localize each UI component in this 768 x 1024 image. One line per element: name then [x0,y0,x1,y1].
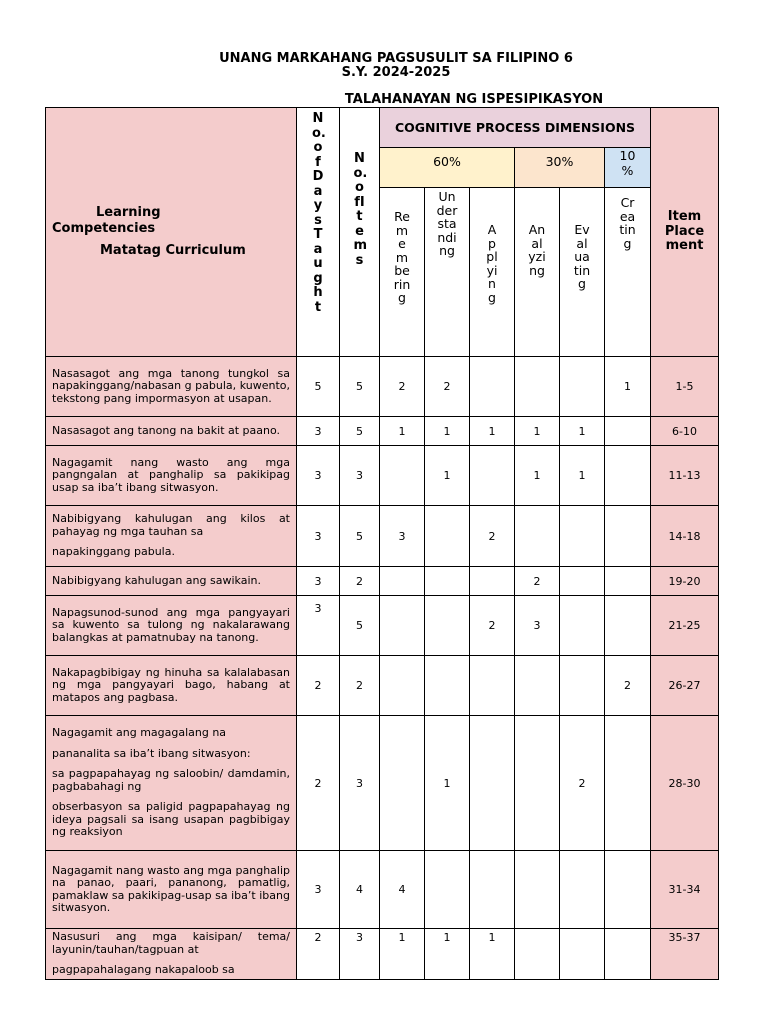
ana-cell: 3 [515,596,560,656]
days-cell: 5 [297,357,340,417]
eva-cell [560,506,605,567]
rem-cell [380,596,425,656]
competency-text: Nakapagbibigay ng hinuha sa kalalabasan ng mga pangyayari bago, habang at matapos ang pagbasa. [52,665,290,704]
ana-cell [515,716,560,851]
remembering-header: Remembering [380,188,425,357]
eva-cell [560,851,605,929]
applying-header: Applying [470,188,515,357]
competency-text: sa pagpapahayag ng saloobin/ damdamin, pagbabahagi ng [52,767,290,793]
app-cell [470,357,515,417]
competency-cell [46,716,297,851]
table-row [46,656,719,716]
table-row [46,446,719,506]
item-placement-cell: 1-5 [651,357,719,417]
days-header: No.ofDaysTaught [297,108,340,357]
competency-text: Nasasagot ang mga tanong tungkol sa napakinggang/nabasan g pabula, kuwento, tekstong pang impormasyon at usapan. [52,366,290,405]
analyzing-header: Analyzing [515,188,560,357]
competency-text: Nagagamit nang wasto ang mga panghalip na panao, paari, pananong, pamatlig, pamaklaw sa pakikipag-usap sa iba’t ibang sitwasyon. [52,863,290,914]
item-placement-cell: 31-34 [651,851,719,929]
header-learning: Learning [96,205,161,221]
table-row [46,851,719,929]
und-cell: 1 [425,716,470,851]
days-cell: 2 [297,656,340,716]
ana-cell [515,506,560,567]
eva-cell: 2 [560,716,605,851]
competency-cell [46,567,297,596]
und-cell [425,506,470,567]
competency-cell [46,656,297,716]
eva-cell: 1 [560,446,605,506]
item-placement-cell: 6-10 [651,417,719,446]
evaluating-header: Evaluating [560,188,605,357]
competency-text: Nabibigyang kahulugan ang sawikain. [52,573,261,587]
cre-cell: 2 [605,656,651,716]
placement-header: Item Placement [651,108,719,357]
competency-cell [46,596,297,656]
rem-cell [380,446,425,506]
rem-cell: 1 [380,417,425,446]
item-placement-cell: 19-20 [651,567,719,596]
table-row [46,716,719,851]
ana-cell: 1 [515,446,560,506]
app-cell: 1 [470,929,515,980]
cre-cell [605,446,651,506]
items-cell: 3 [340,716,380,851]
app-cell: 2 [470,506,515,567]
rem-cell [380,567,425,596]
competency-text: Nasasagot ang tanong na bakit at paano. [52,423,281,437]
rem-cell: 1 [380,929,425,980]
items-cell: 2 [340,656,380,716]
specification-table [45,107,719,980]
competency-cell [46,506,297,567]
ana-cell [515,656,560,716]
items-header: No.ofItems [340,108,380,357]
eva-cell [560,656,605,716]
und-cell: 2 [425,357,470,417]
competency-cell [46,417,297,446]
item-placement-cell: 26-27 [651,656,719,716]
ana-cell [515,357,560,417]
item-placement-cell: 21-25 [651,596,719,656]
cre-cell [605,929,651,980]
rem-cell: 4 [380,851,425,929]
ana-cell: 2 [515,567,560,596]
competency-cell [46,357,297,417]
eva-cell [560,929,605,980]
rem-cell: 2 [380,357,425,417]
table-row [46,596,719,656]
header-competencies: Competencies [52,220,156,236]
understanding-header: Understanding [425,188,470,357]
table-row [46,417,719,446]
und-cell [425,851,470,929]
app-cell: 2 [470,596,515,656]
items-cell: 5 [340,596,380,656]
pct-60: 60% [380,148,515,188]
und-cell [425,567,470,596]
cre-cell [605,596,651,656]
days-cell: 3 [297,417,340,446]
competency-text: pananalita sa iba’t ibang sitwasyon: [52,746,251,760]
items-cell: 4 [340,851,380,929]
rem-cell: 3 [380,506,425,567]
competency-text: Napagsunod-sunod ang mga pangyayari sa kuwento sa tulong ng nakalarawang balangkas at pamatnubay na tanong. [52,605,290,644]
ana-cell [515,851,560,929]
page-title: UNANG MARKAHANG PAGSUSULIT SA FILIPINO 6 [219,51,573,66]
ana-cell: 1 [515,417,560,446]
competency-text: napakinggang pabula. [52,545,175,559]
days-cell: 2 [297,929,340,980]
app-cell [470,446,515,506]
app-cell [470,656,515,716]
eva-cell: 1 [560,417,605,446]
competency-text: Nagagamit ang magagalang na [52,726,227,740]
competency-text: Nabibigyang kahulugan ang kilos at pahayag ng mga tauhan sa [52,512,290,538]
app-cell [470,851,515,929]
creating-header: Creating [605,188,651,357]
days-cell: 3 [297,567,340,596]
und-cell: 1 [425,417,470,446]
ana-cell [515,929,560,980]
cre-cell [605,567,651,596]
cre-cell [605,506,651,567]
competency-text: Nasusuri ang mga kaisipan/ tema/ layunin/tauhan/tagpuan at [52,930,290,956]
table-row [46,357,719,417]
items-cell: 2 [340,567,380,596]
competency-cell [46,851,297,929]
item-placement-cell: 35-37 [651,929,719,980]
cre-cell [605,417,651,446]
days-cell: 3 [297,446,340,506]
item-placement-cell: 28-30 [651,716,719,851]
eva-cell [560,357,605,417]
pct-30: 30% [515,148,605,188]
cre-cell [605,851,651,929]
cre-cell [605,716,651,851]
item-placement-cell: 11-13 [651,446,719,506]
und-cell [425,656,470,716]
app-cell [470,716,515,851]
app-cell: 1 [470,417,515,446]
eva-cell [560,567,605,596]
table-row [46,567,719,596]
rem-cell [380,656,425,716]
rem-cell [380,716,425,851]
und-cell [425,596,470,656]
competency-cell [46,446,297,506]
item-placement-cell: 14-18 [651,506,719,567]
und-cell: 1 [425,929,470,980]
app-cell [470,567,515,596]
table-title: TALAHANAYAN NG ISPESIPIKASYON [344,92,604,107]
header-curriculum: Matatag Curriculum [100,243,246,259]
days-cell: 3 [297,506,340,567]
items-cell: 3 [340,446,380,506]
school-year: S.Y. 2024-2025 [341,65,451,80]
competency-cell [46,929,297,980]
cre-cell: 1 [605,357,651,417]
eva-cell [560,596,605,656]
items-cell: 5 [340,417,380,446]
cognitive-header: COGNITIVE PROCESS DIMENSIONS [380,108,651,148]
items-cell: 5 [340,506,380,567]
items-cell: 5 [340,357,380,417]
items-cell: 3 [340,929,380,980]
table-row [46,929,719,980]
und-cell: 1 [425,446,470,506]
competencies-header [46,108,297,357]
table-row [46,506,719,567]
competency-text: obserbasyon sa paligid pagpapahayag ng ideya pagsali sa isang usapan pagbibigay ng reaksiyon [52,800,290,839]
competency-text: Nagagamit nang wasto ang mga pangngalan at panghalip sa pakikipag usap sa iba’t ibang sitwasyon. [52,455,290,494]
days-cell: 3 [297,596,340,656]
days-cell: 2 [297,716,340,851]
pct-10: 10 % [605,148,651,188]
days-cell: 3 [297,851,340,929]
competency-text: pagpapahalagang nakapaloob sa [52,963,235,976]
